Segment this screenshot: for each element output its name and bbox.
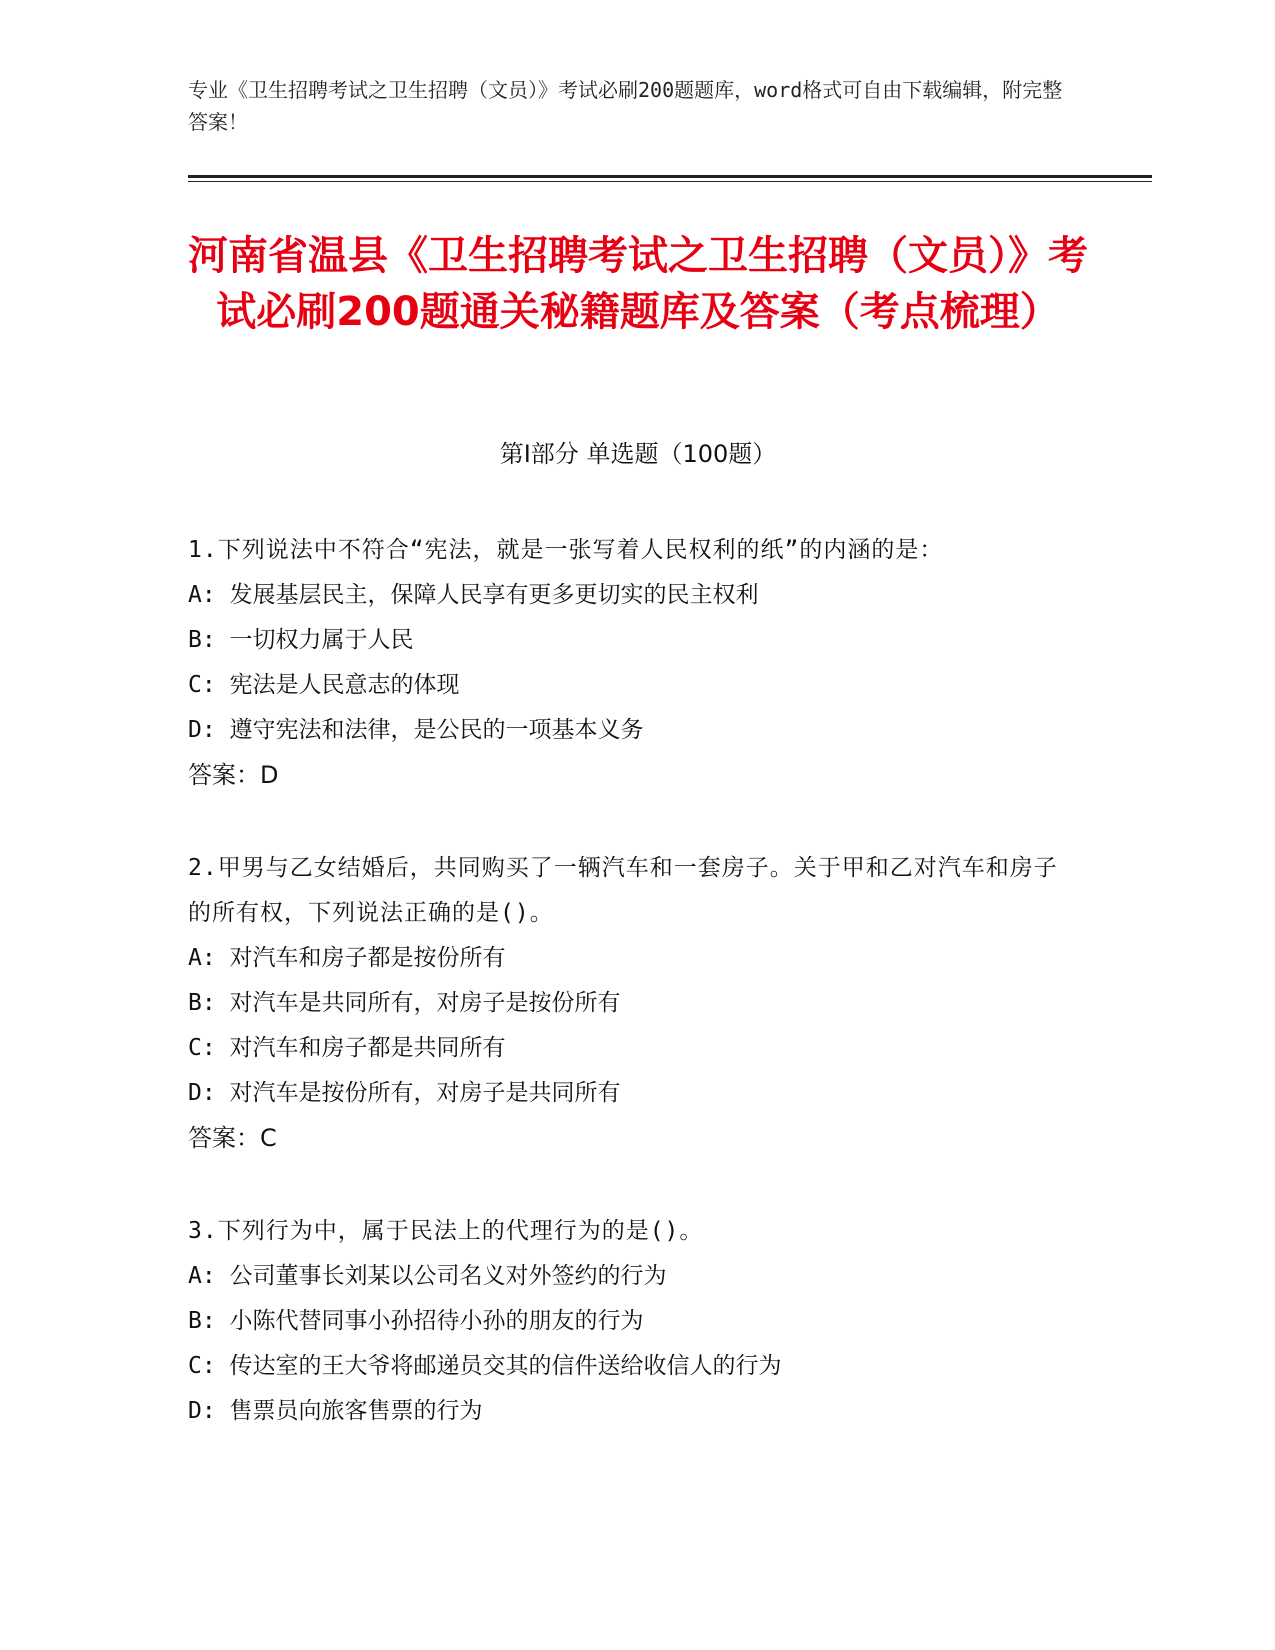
section-title: 第I部分 单选题（100题） bbox=[499, 440, 777, 468]
answer: 答案：C bbox=[188, 1124, 277, 1152]
question-2 bbox=[188, 846, 1068, 1161]
option-b: B: 一切权力属于人民 bbox=[188, 627, 414, 653]
option-d: D: 售票员向旅客售票的行为 bbox=[188, 1398, 483, 1424]
header-divider-thin bbox=[188, 181, 1152, 182]
option-d: D: 遵守宪法和法律，是公民的一项基本义务 bbox=[188, 717, 644, 743]
option-a: A: 发展基层民主，保障人民享有更多更切实的民主权利 bbox=[188, 582, 759, 608]
question-3 bbox=[188, 1209, 1068, 1434]
question-stem: 2.甲男与乙女结婚后，共同购买了一辆汽车和一套房子。关于甲和乙对汽车和房子的所有权，下列说法正确的是()。 bbox=[188, 855, 1058, 926]
option-b: B: 小陈代替同事小孙招待小孙的朋友的行为 bbox=[188, 1308, 644, 1334]
option-a: A: 对汽车和房子都是按份所有 bbox=[188, 945, 506, 971]
header-note: 专业《卫生招聘考试之卫生招聘（文员）》考试必刷200题题库，word格式可自由下载编辑，附完整答案！ bbox=[188, 78, 1063, 134]
header-divider-thick bbox=[188, 175, 1152, 178]
option-d: D: 对汽车是按份所有，对房子是共同所有 bbox=[188, 1080, 621, 1106]
answer: 答案：D bbox=[188, 761, 279, 789]
option-b: B: 对汽车是共同所有，对房子是按份所有 bbox=[188, 990, 621, 1016]
question-stem: 1.下列说法中不符合“宪法，就是一张写着人民权利的纸”的内涵的是： bbox=[188, 537, 944, 563]
question-list bbox=[188, 528, 1068, 1482]
question-stem: 3.下列行为中，属于民法上的代理行为的是()。 bbox=[188, 1218, 704, 1244]
option-a: A: 公司董事长刘某以公司名义对外签约的行为 bbox=[188, 1263, 667, 1289]
option-c: C: 宪法是人民意志的体现 bbox=[188, 672, 460, 698]
question-1 bbox=[188, 528, 1068, 798]
document-title: 河南省温县《卫生招聘考试之卫生招聘（文员）》考试必刷200题通关秘籍题库及答案（考点梳理） bbox=[188, 233, 1088, 335]
option-c: C: 对汽车和房子都是共同所有 bbox=[188, 1035, 506, 1061]
option-c: C: 传达室的王大爷将邮递员交其的信件送给收信人的行为 bbox=[188, 1353, 782, 1379]
